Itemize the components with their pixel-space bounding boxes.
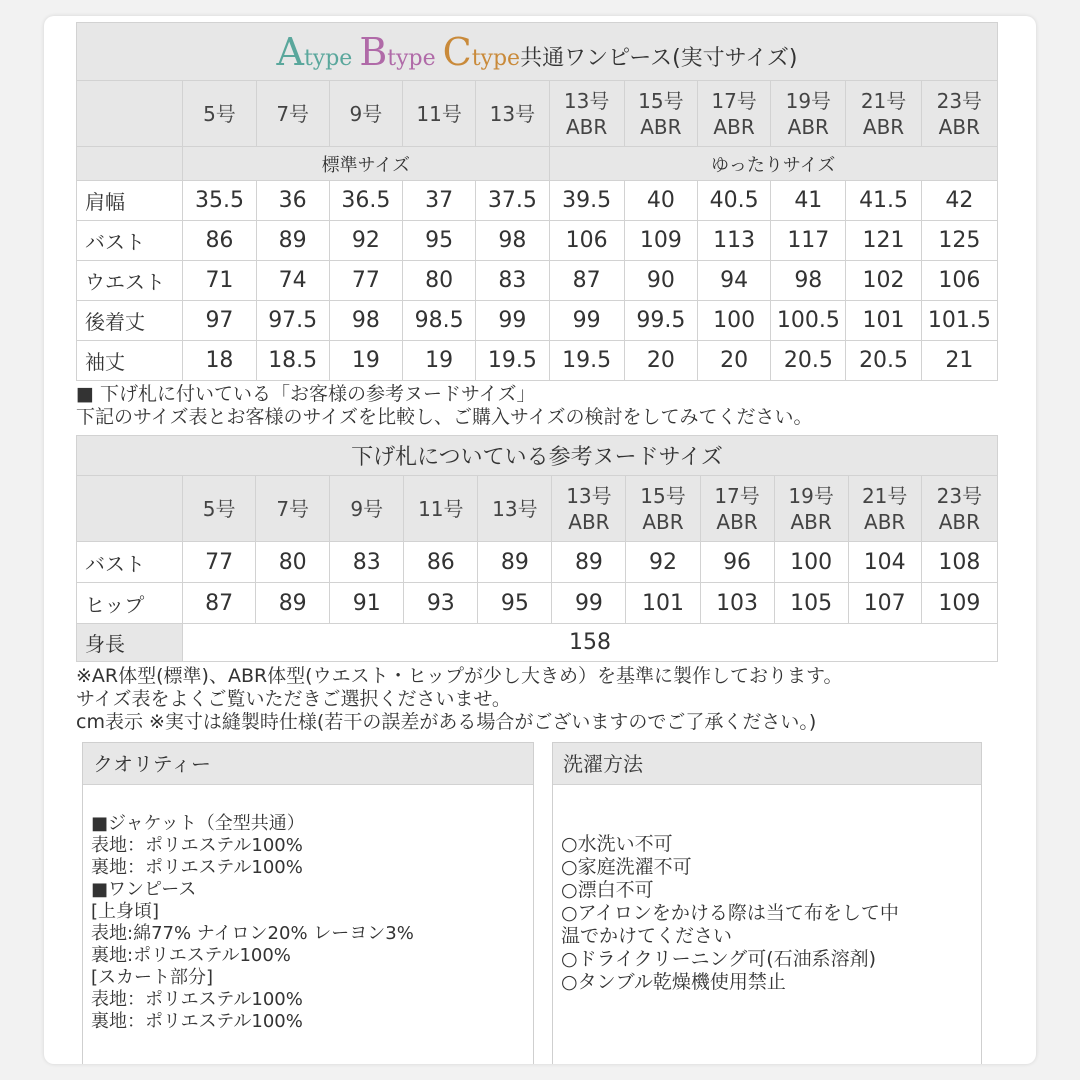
size-type: ABR <box>716 509 758 534</box>
quality-line: 裏地：ポリエステル100% <box>91 1011 303 1032</box>
table-cell: 86 <box>404 542 478 583</box>
row-label: ヒップ <box>77 583 183 624</box>
table-cell: 19.5 <box>476 341 549 381</box>
table-cell: 109 <box>624 221 697 261</box>
table-cell: 77 <box>329 261 402 301</box>
table-cell: 106 <box>921 261 997 301</box>
washing-line: ○水洗い不可 <box>561 833 673 855</box>
table-cell: 83 <box>330 542 404 583</box>
table-cell: 37 <box>403 181 476 221</box>
size-number: 21号 <box>860 88 907 113</box>
info-boxes <box>76 742 1004 1064</box>
table-cell: 95 <box>478 583 552 624</box>
table-cell: 21 <box>921 341 997 381</box>
size-type: ABR <box>642 509 684 534</box>
table-cell: 20 <box>697 341 770 381</box>
size-number: 19号 <box>785 88 832 113</box>
size-type: ABR <box>790 509 832 534</box>
quality-line: 表地:綿77% ナイロン20% レーヨン3% <box>91 923 414 944</box>
table-cell: 71 <box>183 261 256 301</box>
table-row <box>77 301 998 341</box>
size-number: 17号 <box>714 483 760 508</box>
quality-lines <box>83 785 533 1033</box>
washing-line: ○家庭洗濯不可 <box>561 856 692 878</box>
size-type: ABR <box>568 509 610 534</box>
table-row <box>77 583 998 624</box>
row-label: バスト <box>77 542 183 583</box>
actual-size-table <box>76 22 998 381</box>
nude-size-table <box>76 435 998 662</box>
table-cell: 18.5 <box>256 341 329 381</box>
washing-line: ○漂白不可 <box>561 879 654 901</box>
table-cell: 89 <box>256 221 329 261</box>
table-cell: 101 <box>846 301 921 341</box>
table-cell: 35.5 <box>183 181 256 221</box>
table-cell: 95 <box>403 221 476 261</box>
quality-line: [スカート部分] <box>91 967 214 988</box>
table-cell: 41.5 <box>846 181 921 221</box>
note-line: ■ 下げ札に付いている「お客様の参考ヌードサイズ」 <box>76 383 536 405</box>
size-type: ABR <box>640 114 682 139</box>
size-header <box>256 476 330 542</box>
table-row <box>77 261 998 301</box>
size-header <box>329 81 402 147</box>
table-cell: 97.5 <box>256 301 329 341</box>
washing-title: 洗濯方法 <box>553 743 981 785</box>
size-number: 13号 <box>489 101 536 126</box>
table-cell: 98 <box>329 301 402 341</box>
quality-line: [上身頃] <box>91 901 160 922</box>
note-line: cm表示 ※実寸は縫製時仕様(若干の誤差がある場合がございますのでご了承ください。) <box>76 711 817 733</box>
table-cell: 104 <box>848 542 921 583</box>
production-note <box>76 665 1004 734</box>
height-label: 身長 <box>77 624 183 662</box>
quality-title: クオリティー <box>83 743 533 785</box>
table-cell: 19 <box>329 341 402 381</box>
size-number: 11号 <box>418 496 464 521</box>
size-header <box>848 476 921 542</box>
table-cell: 80 <box>256 542 330 583</box>
table-cell: 94 <box>697 261 770 301</box>
size-header <box>921 81 997 147</box>
header-corner <box>77 476 183 542</box>
size-header <box>697 81 770 147</box>
type-a-suffix: type <box>303 45 353 71</box>
quality-line: 裏地:ポリエステル100% <box>91 945 291 966</box>
row-label: 後着丈 <box>77 301 183 341</box>
note-line: サイズ表をよくご覧いただきご選択くださいませ。 <box>76 688 511 710</box>
quality-line: 表地：ポリエステル100% <box>91 989 303 1010</box>
size-number: 17号 <box>711 88 757 113</box>
table-cell: 92 <box>329 221 402 261</box>
table-cell: 40.5 <box>697 181 770 221</box>
actual-size-rows <box>77 181 998 381</box>
table-cell: 91 <box>330 583 404 624</box>
row-label: バスト <box>77 221 183 261</box>
size-header <box>771 81 846 147</box>
size-type: ABR <box>938 114 980 139</box>
relaxed-size-label: ゆったりサイズ <box>549 147 998 181</box>
table-cell: 101.5 <box>921 301 997 341</box>
table-cell: 41 <box>771 181 846 221</box>
row-label: 肩幅 <box>77 181 183 221</box>
size-number: 13号 <box>563 88 610 113</box>
nude-table-title: 下げ札についている参考ヌードサイズ <box>77 436 998 476</box>
quality-line: 裏地：ポリエステル100% <box>91 857 303 878</box>
size-type: ABR <box>713 114 755 139</box>
row-label: 袖丈 <box>77 341 183 381</box>
type-a-letter: A <box>276 29 304 74</box>
content <box>76 22 1004 1064</box>
size-number: 23号 <box>936 483 983 508</box>
table-cell: 87 <box>183 583 256 624</box>
table-cell: 99 <box>476 301 549 341</box>
size-number: 5号 <box>202 496 236 521</box>
table-cell: 93 <box>404 583 478 624</box>
size-number: 7号 <box>276 101 310 126</box>
washing-line: ○タンブル乾燥機使用禁止 <box>561 971 786 993</box>
size-header <box>846 81 921 147</box>
size-number: 15号 <box>640 483 686 508</box>
size-header <box>774 476 848 542</box>
size-number: 23号 <box>936 88 983 113</box>
size-number: 21号 <box>861 483 908 508</box>
size-type: ABR <box>938 509 981 534</box>
table-cell: 99 <box>552 583 626 624</box>
height-value: 158 <box>183 624 998 662</box>
size-header <box>478 476 552 542</box>
size-type: ABR <box>864 509 906 534</box>
size-type: ABR <box>565 114 608 139</box>
table-cell: 89 <box>256 583 330 624</box>
table-cell: 107 <box>848 583 921 624</box>
table-cell: 109 <box>921 583 997 624</box>
category-corner <box>77 147 183 181</box>
table-cell: 40 <box>624 181 697 221</box>
size-type: ABR <box>787 114 829 139</box>
table-cell: 92 <box>626 542 700 583</box>
size-header <box>403 81 476 147</box>
table-cell: 98.5 <box>403 301 476 341</box>
table-cell: 113 <box>697 221 770 261</box>
table-cell: 98 <box>476 221 549 261</box>
size-number: 9号 <box>350 496 384 521</box>
table-cell: 83 <box>476 261 549 301</box>
table-cell: 77 <box>183 542 256 583</box>
size-header <box>549 81 624 147</box>
size-number: 13号 <box>492 496 538 521</box>
table-cell: 100.5 <box>771 301 846 341</box>
table-cell: 20 <box>624 341 697 381</box>
header-corner <box>77 81 183 147</box>
washing-line: ○ドライクリーニング可(石油系溶剤) <box>561 948 877 970</box>
table-title <box>77 23 998 81</box>
table-cell: 87 <box>549 261 624 301</box>
size-header <box>256 81 329 147</box>
size-number: 19号 <box>788 483 834 508</box>
washing-line: ○アイロンをかける際は当て布をして中 <box>561 902 899 924</box>
size-header <box>552 476 626 542</box>
size-header <box>624 81 697 147</box>
table-row <box>77 181 998 221</box>
size-number: 15号 <box>638 88 684 113</box>
note-line: ※AR体型(標準)、ABR体型(ウエスト・ヒップが少し大きめ）を基準に製作しております。 <box>76 665 843 687</box>
table-cell: 80 <box>403 261 476 301</box>
type-b-suffix: type <box>387 45 436 71</box>
table-cell: 20.5 <box>771 341 846 381</box>
table-cell: 42 <box>921 181 997 221</box>
size-number: 7号 <box>276 496 310 521</box>
size-number: 11号 <box>416 101 462 126</box>
table-cell: 101 <box>626 583 700 624</box>
table-cell: 125 <box>921 221 997 261</box>
table-row <box>77 542 998 583</box>
size-type: ABR <box>862 114 905 139</box>
table-cell: 19.5 <box>549 341 624 381</box>
washing-box <box>552 742 982 1064</box>
nude-size-rows <box>77 542 998 624</box>
table-cell: 19 <box>403 341 476 381</box>
table-cell: 100 <box>697 301 770 341</box>
table-cell: 37.5 <box>476 181 549 221</box>
table-cell: 89 <box>552 542 626 583</box>
table-title-text: 共通ワンピース(実寸サイズ) <box>520 45 798 71</box>
row-label: ウエスト <box>77 261 183 301</box>
quality-line: 表地：ポリエステル100% <box>91 835 303 856</box>
standard-size-label: 標準サイズ <box>183 147 549 181</box>
table-cell: 98 <box>771 261 846 301</box>
table-cell: 102 <box>846 261 921 301</box>
type-c-suffix: type <box>471 45 521 71</box>
table-cell: 36 <box>256 181 329 221</box>
size-number: 5号 <box>203 101 236 126</box>
table-cell: 105 <box>774 583 848 624</box>
table-cell: 18 <box>183 341 256 381</box>
table-cell: 96 <box>700 542 774 583</box>
quality-line: ■ジャケット（全型共通） <box>91 813 305 834</box>
table-cell: 74 <box>256 261 329 301</box>
note-line: 下記のサイズ表とお客様のサイズを比較し、ご購入サイズの検討をしてみてください。 <box>76 406 813 428</box>
type-b-letter: B <box>359 29 388 74</box>
washing-line: 温でかけてください <box>561 925 733 947</box>
type-c-letter: C <box>442 29 472 74</box>
page-card <box>44 16 1036 1064</box>
table-cell: 103 <box>700 583 774 624</box>
table-cell: 99 <box>549 301 624 341</box>
table-cell: 100 <box>774 542 848 583</box>
table-row <box>77 341 998 381</box>
quality-line: ■ワンピース <box>91 879 197 900</box>
size-header <box>183 81 256 147</box>
size-header <box>626 476 700 542</box>
size-header <box>476 81 549 147</box>
size-header <box>330 476 404 542</box>
table-cell: 36.5 <box>329 181 402 221</box>
size-header <box>183 476 256 542</box>
table-cell: 99.5 <box>624 301 697 341</box>
size-header <box>700 476 774 542</box>
table-row <box>77 221 998 261</box>
nude-size-note <box>76 383 1004 429</box>
table-cell: 90 <box>624 261 697 301</box>
quality-box <box>82 742 534 1064</box>
table-cell: 121 <box>846 221 921 261</box>
washing-lines <box>553 785 981 994</box>
size-header <box>404 476 478 542</box>
size-number: 13号 <box>566 483 612 508</box>
table-cell: 86 <box>183 221 256 261</box>
table-cell: 106 <box>549 221 624 261</box>
table-cell: 39.5 <box>549 181 624 221</box>
table-cell: 108 <box>921 542 997 583</box>
table-cell: 97 <box>183 301 256 341</box>
table-cell: 20.5 <box>846 341 921 381</box>
table-cell: 89 <box>478 542 552 583</box>
size-header <box>921 476 997 542</box>
table-cell: 117 <box>771 221 846 261</box>
size-number: 9号 <box>349 101 383 126</box>
